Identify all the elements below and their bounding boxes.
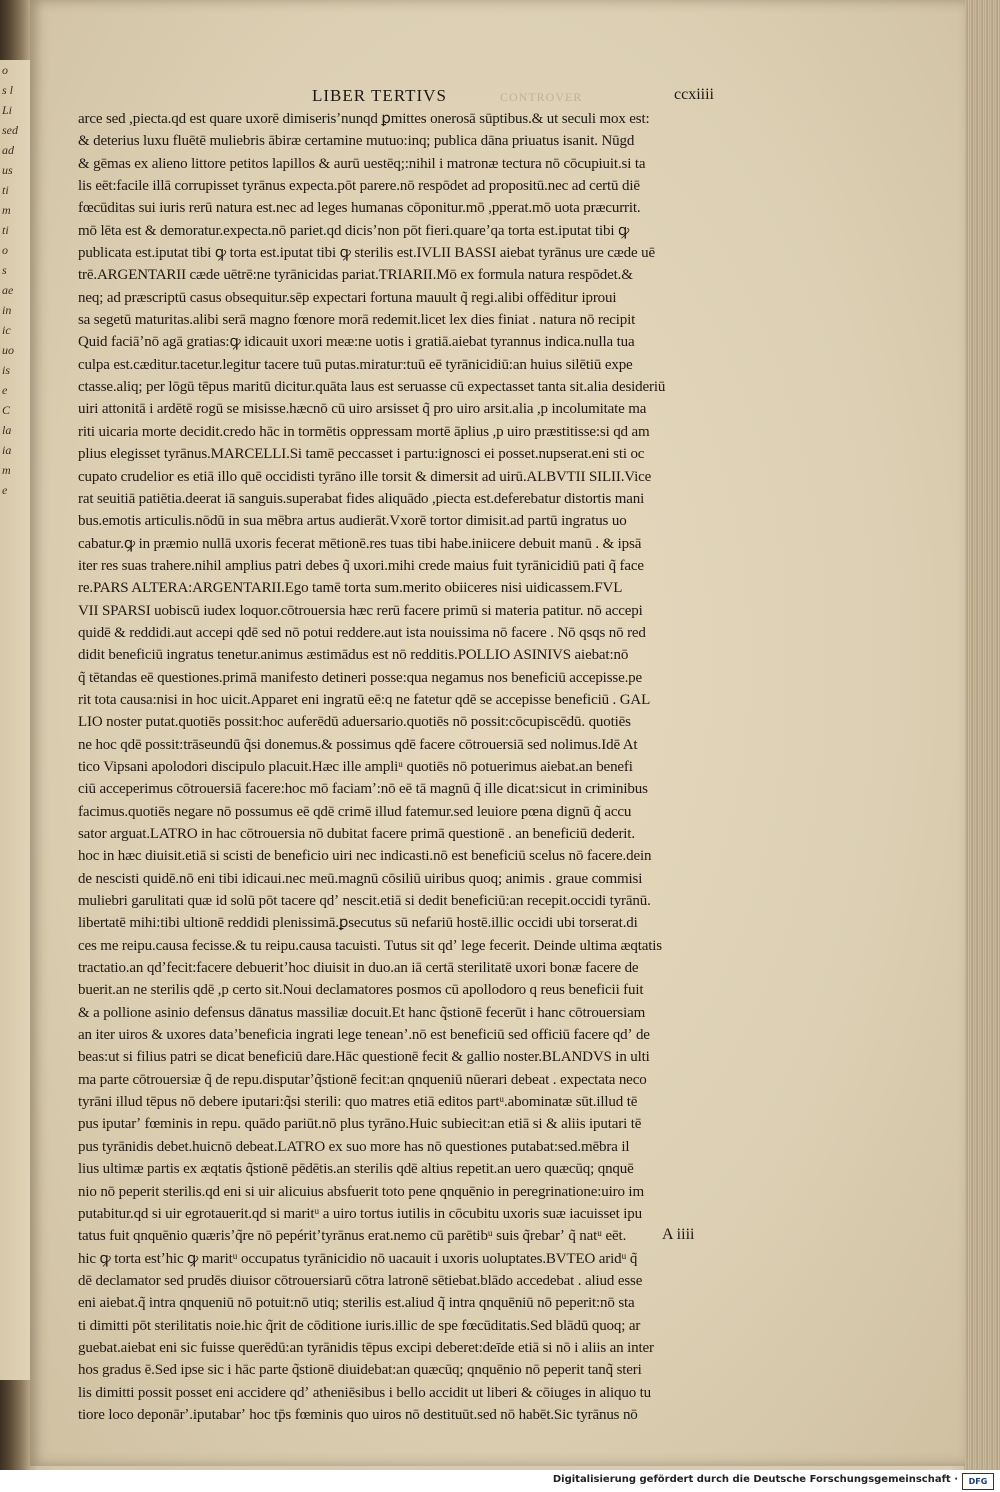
- text-line: & gēmas ex alieno littore petitos lapillos & aurū uestēq;:nihil i matronæ tectura nō cōcupiuit.si ta: [78, 155, 646, 172]
- footer-credit: Digitalisierung gefördert durch die Deutsche Forschungsgemeinschaft ·: [552, 1474, 958, 1485]
- text-line: trē.ARGENTARII cæde uētrē:ne tyrānicidas pariat.TRIARII.Mō ex formula natura respōdet.&: [78, 267, 633, 284]
- text-line: lis eēt:facile illā corrupisset tyrānus expecta.pōt parere.nō respōdet ad propositū.nec ad certū diē: [78, 178, 640, 195]
- text-line: publicata est.iputat tibi ꝙ torta est.iputat tibi ꝙ sterilis est.IVLII BASSI aiebat tyrānus ure cæde uē: [78, 245, 655, 262]
- text-line: sator arguat.LATRO in hac cōtrouersia nō dubitat facere primā questionē . an beneficiū dederit.: [78, 826, 635, 842]
- text-line: arce sed ,piecta.qd est quare uxorē dimiserisʼnunqd ꝑmittes onerosā sūptibus.& ut seculi mox est:: [78, 111, 650, 127]
- facing-page-fragment: in: [2, 303, 12, 317]
- facing-page-fragment: is: [2, 363, 11, 377]
- text-line: pus tyrānidis debet.huicnō debeat.LATRO ex suo more has nō questiones putabat:sed.mēbra il: [78, 1138, 630, 1155]
- text-line: & deterius luxu fluētē muliebris ābiræ certamine mutuo:inq; publica dāna priuatus isanit. Nūgd: [78, 133, 635, 150]
- text-line: ne hoc qdē possit:trāseundū q̃si donemus.& possimus qdē facere cōtrouersiā sed nolimus.Idē At: [78, 736, 638, 753]
- text-line: libertatē mihi:tibi ultionē reddidi plenissimā.ꝑsecutus sū nefariū hostē.illic occidi ubi torserat.di: [78, 915, 638, 932]
- text-line: mō lēta est & demoratur.expecta.nō pariet.qd dicisʼnon pōt fieri.quareʼqa torta est.iputat tibi ꝙ: [78, 222, 630, 239]
- text-line: hic ꝙ torta estʼhic ꝙ maritᵘ occupatus tyrānicidio nō uacauit i uxoris uoluptates.BVTEO aridᵘ q̃: [78, 1250, 638, 1267]
- facing-page-fragment: ia: [2, 443, 12, 457]
- text-line: cupato crudelior es etiā illo quē occidisti tyrāno ille torsit & dimersit ad uirū.ALBVTII SILII.Vice: [78, 468, 652, 485]
- text-line: plius elegisset tyrānus.MARCELLI.Si tamē peccasset i partu:ignosci ei posset.nupserat.eni sti oc: [78, 446, 645, 463]
- facing-page-fragment: ti: [2, 223, 9, 237]
- text-line: pus iputarʼ fœminis in repu. quādo pariūt.nō plus tyrāno.Huic subiecit:an etiā si & aliis iputari tē: [78, 1116, 642, 1133]
- text-line: uiri attonitā i ardētē rogū se misisse.hæcnō cū uiro arsisset q̃ pro uiro arsit.alia ,p incolumitate ma: [78, 401, 647, 418]
- facing-page-fragment: C: [2, 403, 11, 417]
- facing-page-fragment: uo: [2, 343, 14, 357]
- facing-page-fragment: m: [2, 463, 11, 477]
- text-line: hos gradus ē.Sed ipse sic i hāc parte q̃stionē diuidebat:an quæcūq; qnquēnio nō peperit tanq̃ steri: [78, 1362, 642, 1379]
- text-line: muliebri garulitati quæ id solū pōt tacere qdʼ nescit.etiā si dedit beneficiū:an recepit.occidi tyrānū.: [78, 893, 651, 910]
- folio-number: ccxiiii: [674, 86, 714, 103]
- text-line: re.PARS ALTERA:ARGENTARII.Ego tamē torta sum.merito obiiceres nisi uidicassem.FVL: [78, 580, 623, 597]
- text-line: tiore loco deponārʼ.iputabarʼ hoc tp̄s fœminis quo uiros nō destituūt.sed nō habēt.Sic tyrānus nō: [78, 1406, 638, 1423]
- text-line: ciū acceperimus cōtrouersiā facere:hoc mō faciamʼ:nō eē tā magnū q̃ ille dicat:sicut in criminibus: [78, 781, 648, 798]
- page-fore-edge: [964, 0, 1000, 1470]
- facing-page-edge: [0, 60, 32, 1380]
- facing-page-fragment: Li: [2, 103, 13, 117]
- text-line: didit beneficiū ingratus tenetur.animus æstimādus est nō redditis.POLLIO ASINIVS aiebat:nō: [78, 647, 629, 664]
- text-line: sa segetū maturitas.alibi serā magno fœnore morā redemit.licet lex dies finiat . natura nō recipit: [78, 312, 636, 329]
- text-line: quidē & reddidi.aut accepi qdē sed nō potui reddere.aut ista nouissima nō facere . Nō qsqs nō red: [78, 624, 646, 641]
- facing-page-fragment: m: [2, 203, 11, 217]
- text-line: tatus fuit qnquēnio quærisʼq̃re nō pepéritʼtyrānus erat.nemo cū parētibᵘ suis q̃rebarʼ q̃ natᵘ eēt.: [78, 1228, 627, 1245]
- facing-page-fragment: o: [2, 243, 8, 257]
- facing-page-fragment: e: [2, 383, 8, 397]
- facing-page-fragment: us: [2, 163, 13, 177]
- facing-page-fragment: ic: [2, 323, 11, 337]
- text-line: facimus.quotiēs negare nō possumus eē qdē crimē illud fatemur.sed leuiore pœna dignū q̃ accu: [78, 803, 632, 820]
- dfg-logo: DFG: [962, 1473, 994, 1490]
- text-line: neq; ad præscriptū casus obsequitur.sēp expectari fortuna mauult q̃ regi.alibi offēditur iproui: [78, 289, 617, 306]
- facing-page-fragment: ti: [2, 183, 9, 197]
- text-line: tractatio.an qdʼfecit:facere debueritʼhoc diuisit in duo.an iā certā sterilitatē uxori bonæ facere de: [78, 960, 639, 977]
- text-line: culpa est.cæditur.tacetur.legitur tacere tuū putas.miratur:tuū eē tyrānicidiū:an huius silētiū expe: [78, 356, 633, 373]
- text-line: bus.emotis articulis.nōdū in sua mēbra artus audierāt.Vxorē tortor dimisit.ad partū ingratus uo: [78, 513, 627, 530]
- text-line: buerit.an ne sterilis qdē ,p certo sit.Noui declamatores posmos cū apollodoro q reus beneficii fuit: [78, 982, 644, 999]
- text-line: tyrāni illud tēpus nō debere iputari:q̃si sterili: quo matres etiā editos partᵘ.abominatæ sūt.illud tē: [78, 1094, 638, 1111]
- text-line: nio nō peperit sterilis.qd eni si uir alicuius absfuerit toto pene qnquēnio in peregrinatione:uiro im: [78, 1183, 644, 1200]
- text-line: & a pollione asinio defensus dānatus massiliæ docuit.Et hanc q̃stionē fecerūt i hanc cōtrouersiam: [78, 1004, 646, 1021]
- running-head: [0, 86, 1000, 110]
- text-line: lius ultimæ partis ex æqtatis q̃stionē pēdētis.an sterilis qdē altius repetit.an uero quæcūq; qnquē: [78, 1161, 634, 1178]
- text-line: ces me reipu.causa fecisse.& tu reipu.causa tacuisti. Tutus sit qdʼ lege fecerit. Deinde ultima æqtatis: [78, 937, 662, 954]
- text-line: fœcūditas sui iuris rerū natura est.nec ad leges humanas cōponitur.mō ,pperat.mō uota præcurrit.: [78, 200, 641, 217]
- footer-bar: [0, 1470, 1000, 1492]
- text-line: an iter uiros & uxores dataʼbeneficia ingrati lege teneanʼ.nō est beneficiū sed officiū facere qdʼ de: [78, 1027, 650, 1044]
- text-line: putabitur.qd si uir egrotauerit.qd si maritᵘ a uiro tortus iutilis in cōcubitu uxoris suæ iacuisset ipu: [78, 1205, 642, 1222]
- text-line: rat seuitiā patiētia.deerat iā sanguis.superabat fides aliquādo ,piecta est.deferebatur distortis mani: [78, 490, 645, 507]
- text-line: ti dimitti pōt sterilitatis noie.hic q̃rit de cōditione iuris.illic de spe fœcūditatis.Sed blādū quoq; ar: [78, 1317, 641, 1334]
- text-line: Quid faciāʼnō agā gratias:ꝙ idicauit uxori meæ:ne uotis i gratiā.aiebat tyrannus indica.nulla tua: [78, 334, 635, 351]
- text-line: guebat.aiebat eni sic fuisse querēdū:an tyrānidis tēpus excipi deberet:deīde etiā si nō i aliis an inter: [78, 1339, 654, 1356]
- text-line: de nescisti quidē.nō eni tibi idicaui.nec meū.magnū cōsiliū uiribus quoq; animis . graue commisi: [78, 870, 643, 887]
- facing-page-fragment: o: [2, 63, 8, 77]
- text-line: lis dimitti possit posset eni accidere qdʼ atheniēsibus i bello accidit ut liberi & cōiuges in aliquo tu: [78, 1384, 652, 1401]
- facing-page-fragment: e: [2, 483, 8, 497]
- text-line: VII SPARSI uobiscū iudex loquor.cōtrouersia hæc rerū facere primū si materia patitur. nō accepi: [78, 602, 643, 619]
- running-head-title: LIBER TERTIVS: [312, 86, 447, 105]
- signature-mark: A iiii: [662, 1226, 695, 1243]
- text-line: ma parte cōtrouersiæ q̃ de repu.disputarʼq̃stionē fecit:an qnqueniū nūerari debeat . expectata neco: [78, 1071, 647, 1088]
- text-line: tico Vipsani apolodori discipulo placuit.Hæc ille ampliᵘ quotiēs nō potuerimus aiebat.an benefi: [78, 758, 633, 775]
- text-line: riti uicaria morte decidit.credo hāc in tormētis oppressam mortē āplius ,p uiro præstitisse:si qd am: [78, 423, 650, 440]
- text-line: cabatur.ꝙ in præmio nullā uxoris fecerat mētionē.res tuas tibi habe.iniicere debuit manū . & ipsā: [78, 535, 642, 552]
- facing-page-fragment: ad: [2, 143, 14, 157]
- facing-page-fragment: la: [2, 423, 12, 437]
- facing-page-fragment: s l: [2, 83, 14, 97]
- facing-page-fragment: sed: [2, 123, 18, 137]
- facing-page-fragment: ae: [2, 283, 14, 297]
- show-through-text: CONTROVER: [500, 90, 583, 104]
- text-line: iter res suas trahere.nihil amplius patri debes q̃ uxori.mihi crede maius fuit tyrānicidiū pati q̃ face: [78, 557, 644, 574]
- text-line: hoc in hæc diuisit.etiā si scisti de beneficio uiri nec indicasti.nō est beneficiū scelus nō facere.dein: [78, 848, 652, 865]
- text-line: ctasse.aliq; per lōgū tēpus maritū dicitur.quāta laus est seruasse cū expectasset tanta sit.alia desideriū: [78, 379, 666, 396]
- text-line: beas:ut si filius patri se dicat beneficiū dare.Hāc questionē fecit & gallio noster.BLANDVS in ulti: [78, 1049, 650, 1066]
- facing-page-fragment: s: [2, 263, 7, 277]
- text-line: dē declamator sed prudēs diuisor cōtrouersiarū cōtra latronē sētiebat.blādo accedebat . aliud esse: [78, 1272, 643, 1289]
- text-line: eni aiebat.q̃ intra qnqueniū nō potuit:nō utiq; sterilis est.aliud q̃ intra qnquēniū nō peperit:nō sta: [78, 1295, 635, 1312]
- text-line: q̃ tētandas eē questiones.primā manifesto detineri posse:qua negamus nos beneficiū accepisse.pe: [78, 669, 643, 686]
- text-line: rit tota causa:nisi in hoc uicit.Apparet eni ingratū eē:q ne fatetur qdē se accepisse beneficiū . GAL: [78, 691, 651, 708]
- text-line: LIO noster putat.quotiēs possit:hoc auferēdū aduersario.quotiēs nō possit:cōcupiscēdū. quotiēs: [78, 714, 631, 731]
